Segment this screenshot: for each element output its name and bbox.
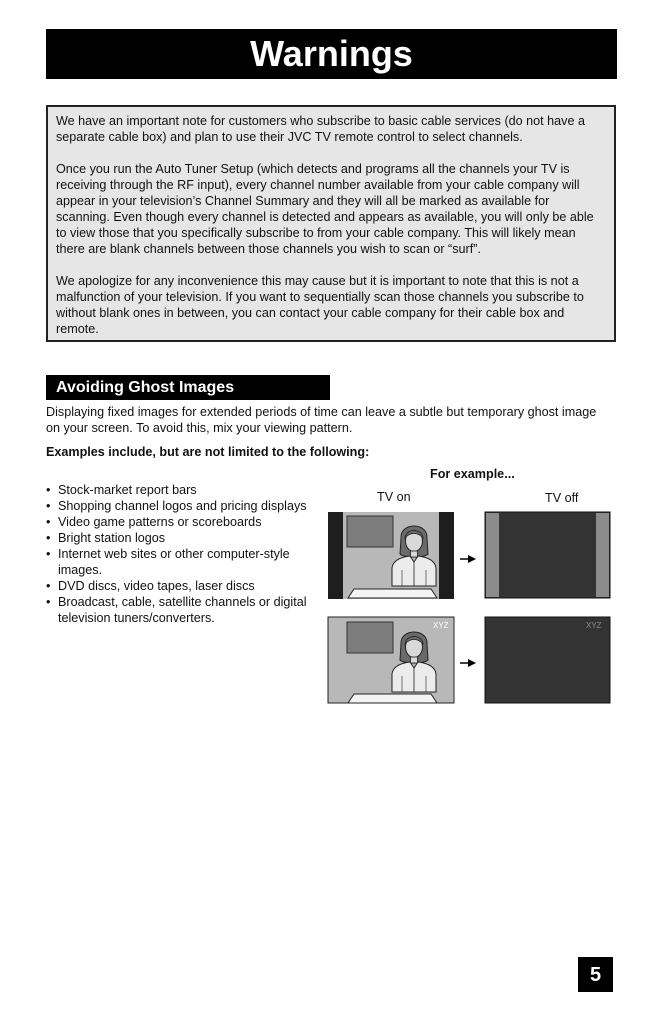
section-heading-ghost-images: Avoiding Ghost Images [46,375,330,400]
list-item: • Broadcast, cable, satellite channels or digital television tuners/converters. [46,594,316,626]
list-item: • Video game patterns or scoreboards [46,514,316,530]
note-paragraph-2: Once you run the Auto Tuner Setup (which detects and programs all the channels your TV is receiving through the RF input), every channel number available from your cable company will appear in your television’s Channel Summary and they will all be marked as available for scanning. Even though every channel is detected and appears as available, you will only be able to view those that you specifically subscribe to from your cable company. This will likely mean there are blank channels between those channels you wish to scan or “surf”. [56,162,594,256]
tv-on-label: TV on [377,490,411,504]
ghost-logo-text: XYZ [586,621,602,630]
arrow-icon [460,659,476,667]
note-paragraph-3: We apologize for any inconvenience this may cause but it is important to note that this is not a malfunction of your television. If you want to sequentially scan those channels you subscribe to without blank ones in between, you can contact your cable company for their cable box and remote. [56,274,584,336]
tv-on-screen-4x3 [328,512,454,599]
for-example-caption: For example... [430,467,515,481]
list-item: • Bright station logos [46,530,316,546]
arrow-icon [460,555,476,563]
station-logo-text: XYZ [433,621,449,630]
list-item: • DVD discs, video tapes, laser discs [46,578,316,594]
tv-off-label: TV off [545,491,579,505]
note-paragraph-1: We have an important note for customers who subscribe to basic cable services (do not have a separate cable box) and plan to use their JVC TV remote control to select channels. [56,114,585,144]
list-item: • Stock-market report bars [46,482,316,498]
page-number: 5 [578,957,613,992]
tv-off-screen-ghost-bars [485,512,610,598]
list-item: • Shopping channel logos and pricing displays [46,498,316,514]
ghost-intro-text: Displaying fixed images for extended periods of time can leave a subtle but temporary ghost image on your screen. To avoid this, mix your viewing pattern. [46,405,597,435]
page-title: Warnings [46,29,617,79]
examples-heading: Examples include, but are not limited to the following: [46,445,370,459]
list-item: • Internet web sites or other computer-style images. [46,546,316,578]
